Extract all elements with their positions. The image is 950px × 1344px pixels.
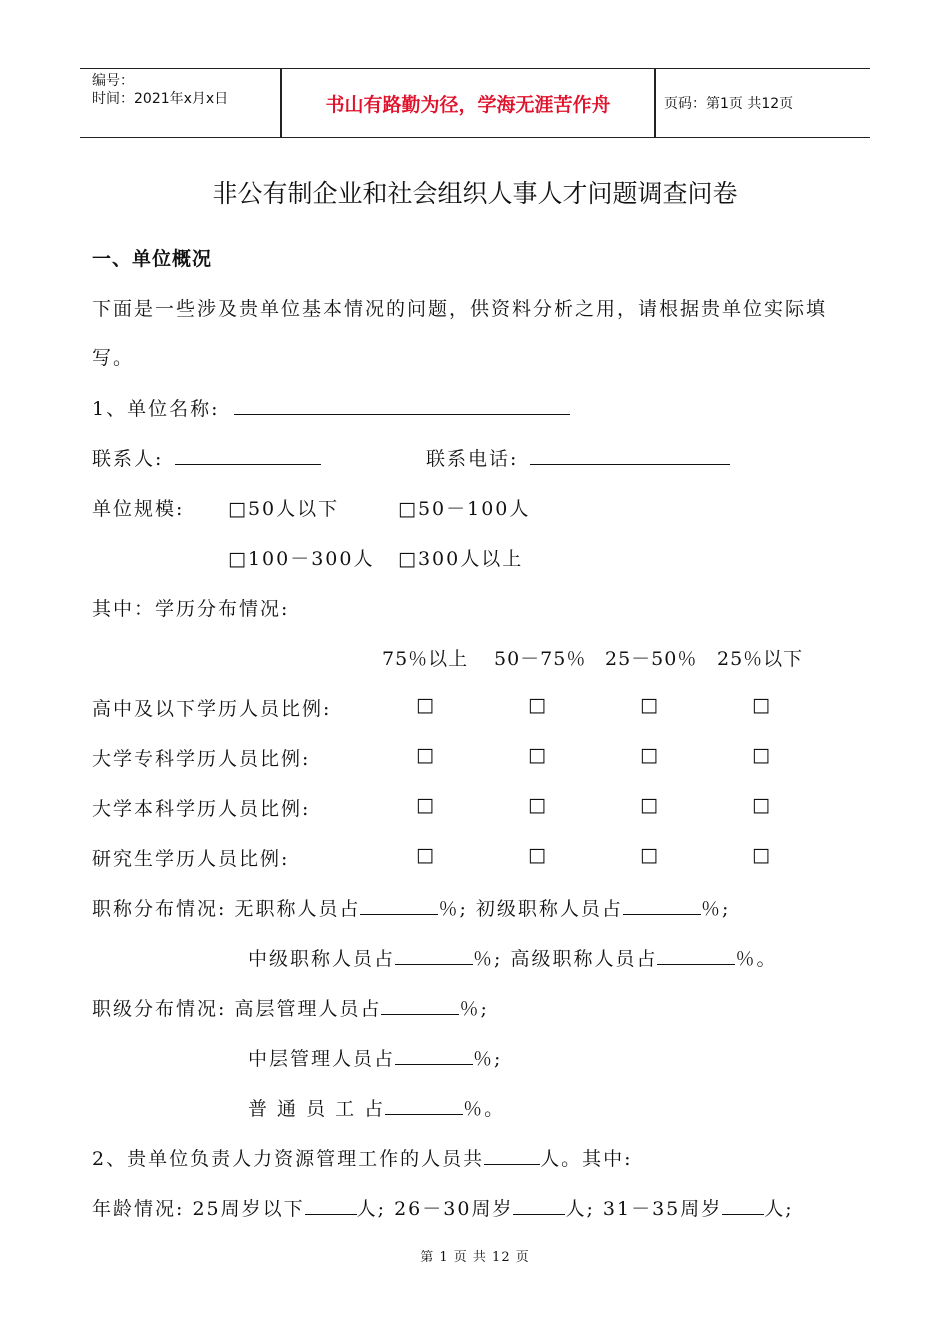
person-suffix: 人; — [764, 1198, 794, 1220]
contact-input[interactable] — [175, 444, 321, 465]
rank-row-2 — [248, 1044, 502, 1071]
rank-high-input[interactable] — [381, 994, 459, 1015]
scale-label: 单位规模: — [92, 498, 185, 520]
q2-suffix: 人。其中: — [540, 1148, 633, 1170]
header-divider — [654, 69, 656, 137]
page-title: 非公有制企业和社会组织人事人才问题调查问卷 — [212, 179, 738, 208]
number-label: 编号： — [92, 73, 134, 89]
checkbox[interactable]: □ — [640, 694, 658, 716]
pct-suffix: ％; — [459, 998, 489, 1020]
title-dist-label: 职称分布情况: — [92, 898, 227, 920]
checkbox[interactable]: □ — [640, 744, 658, 766]
pct-suffix: ％。 — [463, 1098, 506, 1120]
page-info: 页码：第1页 共12页 — [664, 96, 794, 112]
title-junior-label: 初级职称人员占 — [475, 898, 623, 920]
rank-label: 职级分布情况: — [92, 998, 227, 1020]
title-junior-input[interactable] — [623, 894, 701, 915]
edu-row-label: 研究生学历人员比例: — [92, 848, 290, 870]
title-dist-row — [92, 894, 730, 921]
title-mid-input[interactable] — [395, 944, 473, 965]
pct-suffix: ％; — [473, 948, 503, 970]
title-none-input[interactable] — [360, 894, 438, 915]
edu-col-header: 25－50％ — [605, 648, 698, 670]
phone-label: 联系电话: — [426, 448, 519, 470]
contact-label: 联系人: — [92, 448, 164, 470]
motto: 书山有路勤为径，学海无涯苦作舟 — [325, 93, 611, 116]
checkbox[interactable]: □ — [752, 794, 770, 816]
age-row — [92, 1194, 794, 1221]
rank-mid-input[interactable] — [395, 1044, 473, 1065]
phone-row — [426, 444, 730, 471]
checkbox[interactable]: □ — [640, 794, 658, 816]
age-26-30-input[interactable] — [513, 1194, 565, 1215]
checkbox[interactable]: □ — [752, 844, 770, 866]
title-none-label: 无职称人员占 — [234, 898, 361, 920]
checkbox[interactable]: □ — [528, 744, 546, 766]
age-under-25-label: 25周岁以下 — [192, 1198, 305, 1220]
age-under-25-input[interactable] — [305, 1194, 357, 1215]
checkbox[interactable]: □ — [416, 744, 434, 766]
age-26-30-label: 26－30周岁 — [394, 1198, 514, 1220]
page-footer: 第 1 页 共 12 页 — [420, 1250, 530, 1265]
rank-row-1 — [92, 994, 489, 1021]
rank-mid-label: 中层管理人员占 — [248, 1048, 396, 1070]
person-suffix: 人; — [565, 1198, 595, 1220]
checkbox[interactable]: □ — [416, 694, 434, 716]
pct-suffix: ％。 — [735, 948, 778, 970]
checkbox[interactable]: □ — [416, 844, 434, 866]
age-31-35-label: 31－35周岁 — [602, 1198, 723, 1220]
rank-high-label: 高层管理人员占 — [234, 998, 382, 1020]
age-label: 年龄情况: — [92, 1198, 185, 1220]
edu-col-header: 75％以上 — [382, 648, 469, 670]
scale-option[interactable]: □100－300人 — [228, 548, 375, 570]
scale-option[interactable]: □300人以上 — [398, 548, 524, 570]
hr-count-input[interactable] — [484, 1144, 540, 1165]
edu-col-header: 25％以下 — [717, 648, 804, 670]
checkbox[interactable]: □ — [752, 744, 770, 766]
q2-row — [92, 1144, 633, 1171]
pct-suffix: ％; — [438, 898, 468, 920]
edu-row-label: 大学专科学历人员比例: — [92, 748, 311, 770]
checkbox[interactable]: □ — [528, 844, 546, 866]
contact-row — [92, 444, 321, 471]
scale-option[interactable]: □50－100人 — [398, 498, 531, 520]
checkbox[interactable]: □ — [640, 844, 658, 866]
unit-name-row — [92, 394, 570, 421]
intro-line-1: 下面是一些涉及贵单位基本情况的问题，供资料分析之用，请根据贵单位实际填 — [92, 298, 828, 320]
intro-line-2: 写。 — [92, 347, 135, 369]
edu-row-label: 大学本科学历人员比例: — [92, 798, 311, 820]
rank-staff-label: 普 通 员 工 占 — [248, 1098, 386, 1120]
title-dist-row-2 — [248, 944, 778, 971]
header-left-cell — [80, 69, 280, 137]
scale-option[interactable]: □50人以下 — [228, 498, 340, 520]
q2-prefix: 2、贵单位负责人力资源管理工作的人员共 — [92, 1148, 485, 1170]
checkbox[interactable]: □ — [416, 794, 434, 816]
checkbox[interactable]: □ — [528, 794, 546, 816]
title-mid-label: 中级职称人员占 — [248, 948, 396, 970]
person-suffix: 人; — [356, 1198, 387, 1220]
age-31-35-input[interactable] — [722, 1194, 764, 1215]
section-heading: 一、单位概况 — [92, 248, 213, 270]
header-table — [80, 68, 870, 138]
title-senior-input[interactable] — [657, 944, 735, 965]
edu-row-label: 高中及以下学历人员比例: — [92, 698, 332, 720]
edu-label: 其中：学历分布情况: — [92, 598, 290, 620]
time-label: 时间：2021年x月x日 — [92, 91, 229, 107]
title-senior-label: 高级职称人员占 — [510, 948, 658, 970]
rank-staff-input[interactable] — [385, 1094, 463, 1115]
checkbox[interactable]: □ — [752, 694, 770, 716]
unit-name-label: 1、单位名称: — [92, 398, 220, 420]
edu-col-header: 50－75％ — [494, 648, 587, 670]
pct-suffix: ％; — [700, 898, 731, 920]
phone-input[interactable] — [530, 444, 730, 465]
unit-name-input[interactable] — [234, 394, 570, 415]
checkbox[interactable]: □ — [528, 694, 546, 716]
rank-row-3 — [248, 1094, 505, 1121]
pct-suffix: ％; — [473, 1048, 503, 1070]
